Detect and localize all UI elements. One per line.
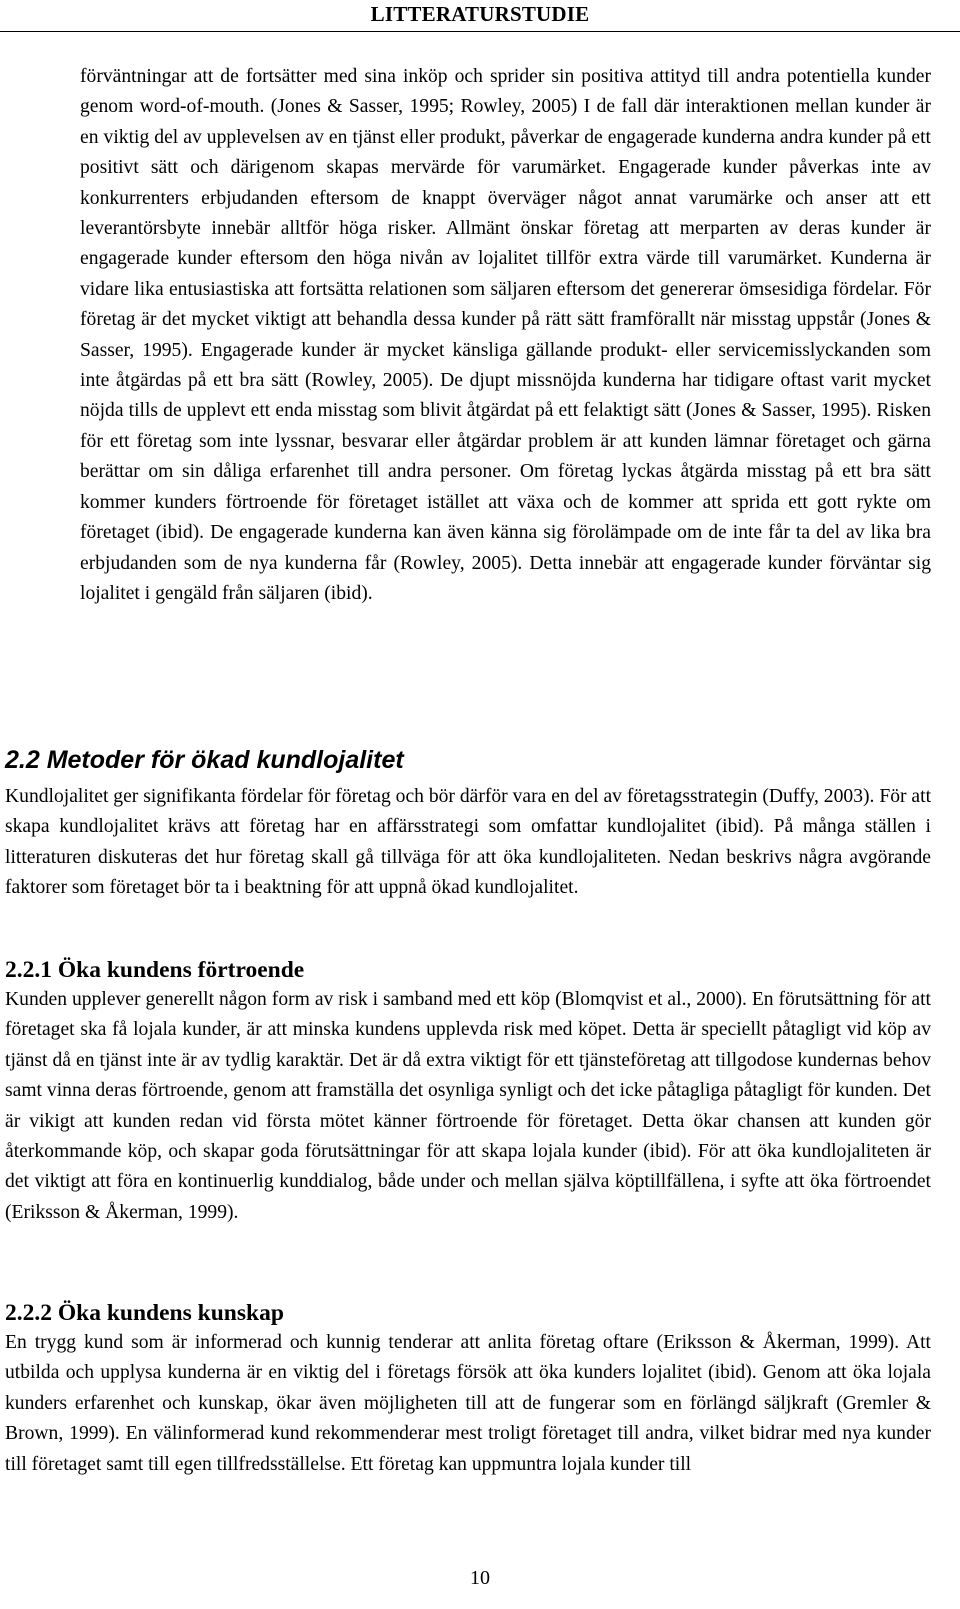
section-heading-2-2: 2.2 Metoder för ökad kundlojalitet [5, 746, 404, 774]
page-header [0, 0, 960, 34]
header-rule [0, 31, 960, 32]
page-number: 10 [470, 1567, 490, 1589]
section-2-2-paragraph: Kundlojalitet ger signifikanta fördelar för företag och bör därför vara en del av företagsstrategin (Duffy, 2003). För att skapa kundlojalitet krävs att företag har en affärsstrategi som omfattar kundlojalitet (ibid). På många ställen i litteraturen diskuteras det hur företag skall gå tillväga för att öka kundlojaliteten. Nedan beskrivs några avgörande faktorer som företaget bör ta i beaktning för att uppnå ökad kundlojalitet. [5, 786, 932, 899]
intro-paragraph: förväntningar att de fortsätter med sina inköp och sprider sin positiva attityd till andra potentiella kunder genom word-of-mouth. (Jones & Sasser, 1995; Rowley, 2005) I de fall där interaktionen mellan kunder är en viktig del av upplevelsen av en tjänst eller produkt, påverkar de engagerade kunderna andra kunder på ett positivt sätt och därigenom skapas mervärde för varumärket. Engagerade kunder påverkas inte av konkurrenters erbjudanden eftersom de knappt överväger något annat varumärke och anser att ett leverantörsbyte innebär alltför höga risker. Allmänt önskar företag att merparten av deras kunder är engagerade kunder eftersom den höga nivån av lojalitet tillför extra värde till varumärket. Kunderna är vidare lika entusiastiska att fortsätta relationen som säljaren eftersom det genererar ömsesidiga fördelar. För företag är det mycket viktigt att behandla dessa kunder på rätt sätt framförallt när misstag uppstår (Jones & Sasser, 1995). Engagerade kunder är mycket känsliga gällande produkt- eller servicemisslyckanden som inte åtgärdas på ett bra sätt (Rowley, 2005). De djupt missnöjda kunderna har tidigare oftast varit mycket nöjda tills de upplevt ett enda misstag som blivit åtgärdat på ett felaktigt sätt (Jones & Sasser, 1995). Risken för ett företag som inte lyssnar, besvarar eller åtgärdar problem är att kunden lämnar företaget och gärna berättar om sin dåliga erfarenhet till andra personer. Om företag lyckas åtgärda misstag på ett bra sätt kommer kunders förtroende för företaget istället att växa och de kommer att sprida ett gott rykte om företaget (ibid). De engagerade kunderna kan även känna sig förolämpade om de inte får ta del av lika bra erbjudanden som de nya kunderna får (Rowley, 2005). Detta innebär att engagerade kunder förväntar sig lojalitet i gengäld från säljaren (ibid). [80, 66, 931, 604]
section-heading-2-2-1: 2.2.1 Öka kundens förtroende [5, 957, 305, 983]
section-heading-2-2-2: 2.2.2 Öka kundens kunskap [5, 1300, 284, 1326]
section-2-2-2-paragraph: En trygg kund som är informerad och kunnig tenderar att anlita företag oftare (Eriksson & Åkerman, 1999). Att utbilda och upplysa kunderna är en viktig del i företags försök att öka kunders lojalitet (ibid). Genom att öka lojala kunders erfarenhet och kunskap, ökar även möjligheten till att de fungerar som en förlängd säljkraft (Gremler & Brown, 1999). En välinformerad kund rekommenderar mest troligt företaget till andra, vilket bidrar med nya kunder till företaget samt till egen tillfredsställelse. Ett företag kan uppmuntra lojala kunder till [5, 1332, 931, 1475]
section-2-2-1-paragraph: Kunden upplever generellt någon form av risk i samband med ett köp (Blomqvist et al., 2000). En förutsättning för att företaget ska få lojala kunder, är att minska kundens upplevda risk med köpet. Detta är speciellt påtagligt vid köp av tjänst då en tjänst inte är av tydlig karaktär. Det är då extra viktigt för ett tjänsteföretag att tillgodose kundernas behov samt vinna deras förtroende, genom att framställa det osynliga synligt och det icke påtagliga påtagligt för kunden. Det är vikigt att kunden redan vid första mötet känner förtroende för företaget. Detta ökar chansen att kunden gör återkommande köp, och skapar goda förutsättningar för att skapa lojala kunder (ibid). För att öka kundlojaliteten är det viktigt att föra en kontinuerlig kunddialog, både under och mellan själva köptillfällena, i syfte att öka förtroendet (Eriksson & Åkerman, 1999). [5, 989, 931, 1223]
running-header-title: LITTERATURSTUDIE [370, 2, 590, 26]
